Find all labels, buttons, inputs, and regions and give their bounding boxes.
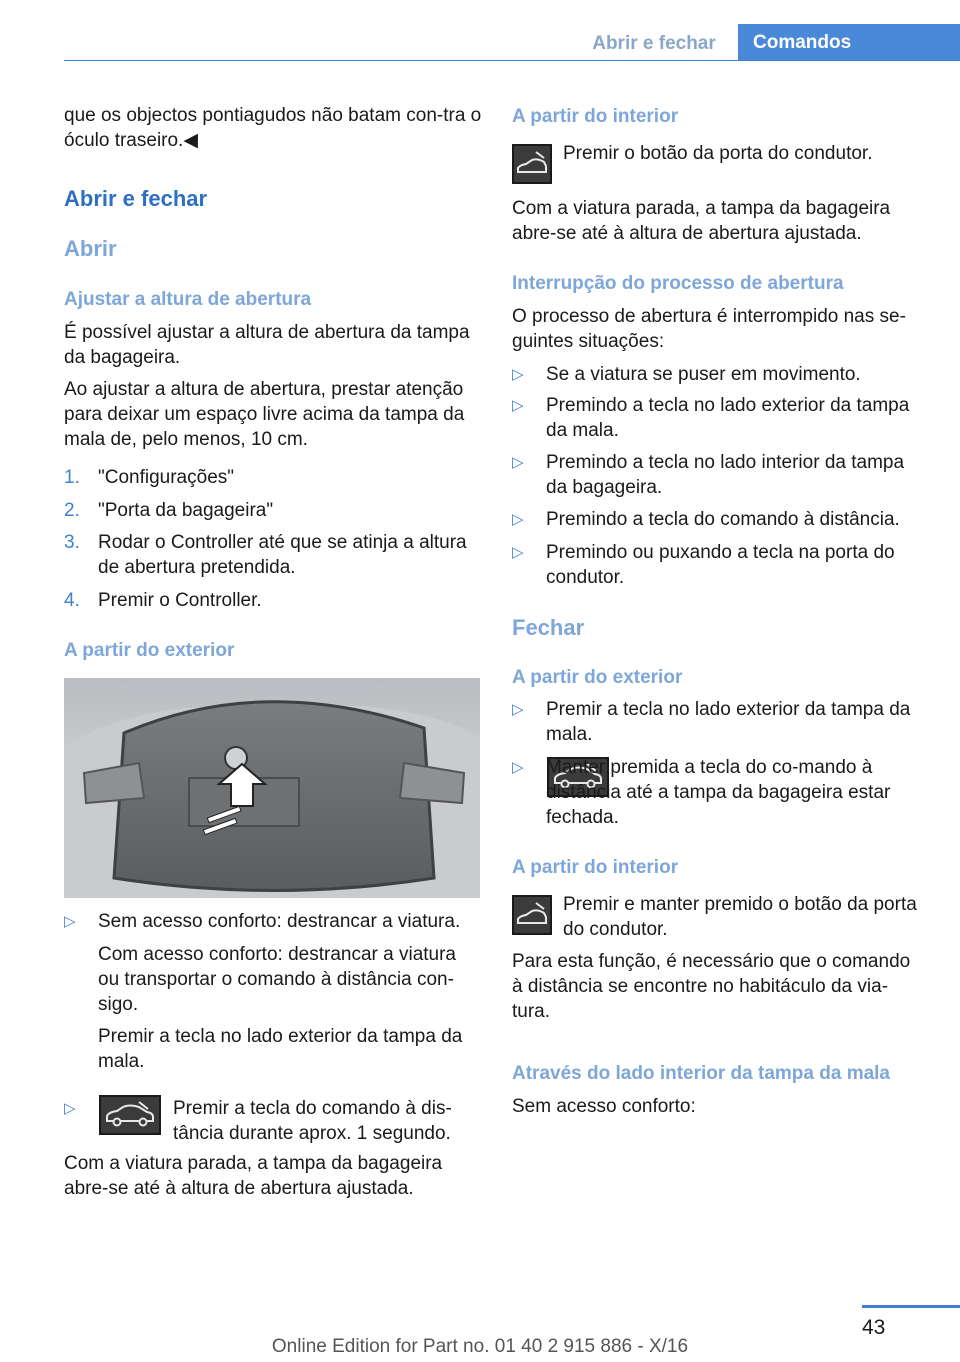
bullet-subtext: Com acesso conforto: destrancar a viatura ou transportar o comando à distância con-sigo.: [98, 944, 457, 1015]
step-number: 4.: [64, 590, 80, 611]
bullet-triangle-icon: ▷: [512, 544, 524, 561]
remote-key-icon: [99, 1095, 161, 1135]
interruption-paragraph: O processo de abertura é interrompido nas se-guintes situações:: [512, 306, 906, 352]
bullet-triangle-icon: ▷: [512, 759, 524, 776]
list-item: Premindo a tecla do comando à distância.: [546, 509, 900, 530]
adjust-paragraph-2: Ao ajustar a altura de abertura, prestar atenção para deixar um espaço livre acima da tampa da mala de, pelo menos, 10 cm.: [64, 379, 465, 450]
driver-door-button-icon: [512, 144, 552, 184]
step-number: 1.: [64, 467, 80, 488]
heading-adjust-height: Ajustar a altura de abertura: [64, 289, 312, 310]
step-number: 2.: [64, 500, 80, 521]
heading-from-exterior: A partir do exterior: [64, 640, 235, 661]
bullet-text: Premir a tecla do comando à dis-tância durante aprox. 1 segundo.: [173, 1098, 452, 1144]
adjust-paragraph-1: É possível ajustar a altura de abertura da tampa da bagageira.: [64, 322, 470, 368]
step-text: "Configurações": [98, 467, 235, 488]
heading-close-exterior: A partir do exterior: [512, 667, 683, 688]
header-rule: [64, 60, 960, 61]
intro-text: que os objectos pontiagudos não batam con-tra o óculo traseiro.◀: [64, 105, 482, 151]
interior-open-text: Premir o botão da porta do condutor.: [563, 143, 873, 164]
edition-footer: Online Edition for Part no. 01 40 2 915 886 - X/16: [271, 1336, 689, 1357]
list-item: Premindo a tecla no lado interior da tampa da bagageira.: [546, 452, 905, 498]
heading-open-close: Abrir e fechar: [64, 186, 208, 211]
step-text: Premir o Controller.: [98, 590, 262, 611]
bullet-subtext: Premir a tecla no lado exterior da tampa da mala.: [98, 1026, 463, 1072]
heading-close: Fechar: [512, 615, 585, 640]
bullet-triangle-icon: ▷: [64, 913, 76, 930]
heading-interruption: Interrupção do processo de abertura: [512, 273, 844, 294]
step-text: "Porta da bagageira": [98, 500, 274, 521]
bullet-triangle-icon: ▷: [512, 397, 524, 414]
header-chapter-tab: Comandos: [738, 24, 960, 61]
result-paragraph: Com a viatura parada, a tampa da bagageira abre-se até à altura de abertura ajustada.: [64, 1153, 443, 1199]
list-item: Premindo a tecla no lado exterior da tampa da mala.: [546, 395, 910, 441]
tailgate-illustration: [64, 678, 480, 898]
heading-inner-side-lid: Através do lado interior da tampa da mala: [512, 1063, 890, 1084]
no-comfort-text: Sem acesso conforto:: [512, 1096, 696, 1117]
bullet-text: Manter premida a tecla do co-mando à distância até a tampa da bagageira estar fechada.: [546, 757, 891, 828]
step-number: 3.: [64, 532, 80, 553]
header-section-label: Abrir e fechar: [592, 33, 716, 54]
bullet-triangle-icon: ▷: [512, 454, 524, 471]
heading-from-interior: A partir do interior: [512, 106, 679, 127]
bullet-text: Sem acesso conforto: destrancar a viatura.: [98, 911, 461, 932]
driver-door-button-icon: [512, 895, 552, 935]
heading-open: Abrir: [64, 236, 117, 261]
bullet-triangle-icon: ▷: [512, 366, 524, 383]
interior-result-paragraph: Com a viatura parada, a tampa da bagageira abre-se até à altura de abertura ajustada.: [512, 198, 891, 244]
list-item: Premindo ou puxando a tecla na porta do condutor.: [546, 542, 895, 588]
interior-close-text: Premir e manter premido o botão da porta do condutor.: [563, 894, 917, 940]
heading-close-interior: A partir do interior: [512, 857, 679, 878]
bullet-triangle-icon: ▷: [512, 701, 524, 718]
footer-rule: [862, 1305, 960, 1308]
bullet-triangle-icon: ▷: [64, 1100, 76, 1117]
page-number: 43: [862, 1316, 886, 1339]
step-text: Rodar o Controller até que se atinja a altura de abertura pretendida.: [98, 532, 467, 578]
bullet-triangle-icon: ▷: [512, 511, 524, 528]
function-paragraph: Para esta função, é necessário que o comando à distância se encontre no habitáculo da via-tura.: [512, 951, 911, 1022]
list-item: Se a viatura se puser em movimento.: [546, 364, 861, 385]
bullet-text: Premir a tecla no lado exterior da tampa da mala.: [546, 699, 911, 745]
